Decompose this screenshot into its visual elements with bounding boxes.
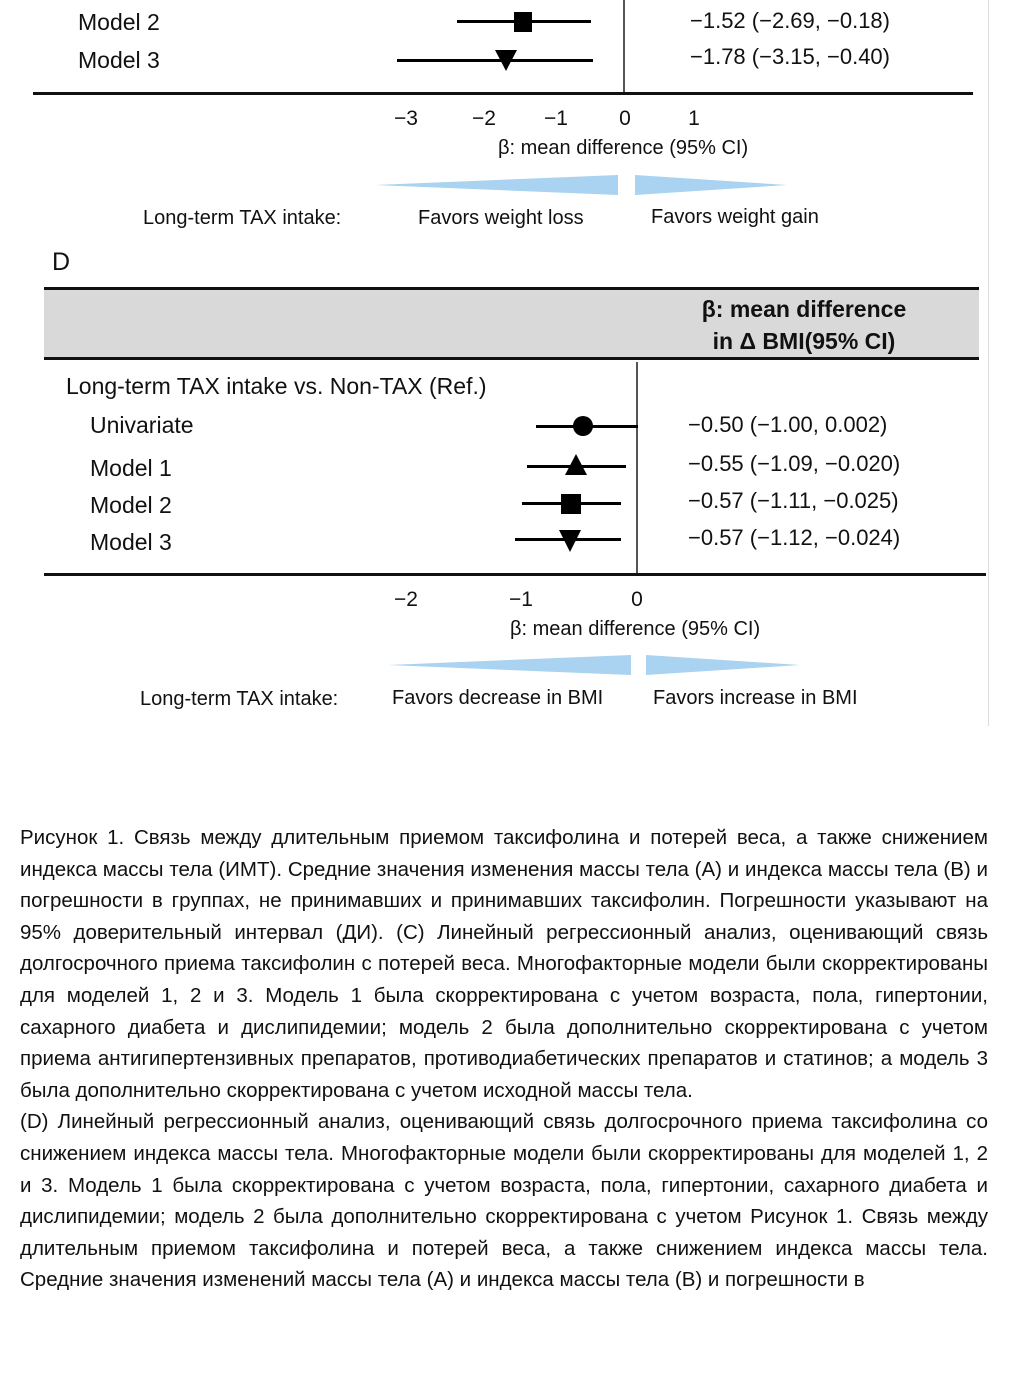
panel-d-row-value: −0.55 (−1.09, −0.020) (688, 451, 901, 476)
panel-d-zero-line (636, 362, 638, 574)
panel-d-row-value: −0.57 (−1.11, −0.025) (688, 488, 899, 513)
circle-marker-icon (573, 416, 593, 436)
square-marker-icon (514, 12, 532, 32)
panel-d-x-tick: 0 (631, 588, 643, 611)
caption-paragraph-1: Рисунок 1. Связь между длительным приемом таксифолина и потерей веса, а также снижением индекса массы тела (ИМТ). Средние значения изменения массы тела (А) и индекса массы тела (В) и погрешности в группах, не принимавших и принимавших таксифолин. Погрешности указывают на 95% доверительный интервал (ДИ). (С) Линейный регрессионный анализ, оценивающий связь долгосрочного приема таксифолин с потерей веса. Многофакторные модели были скорректированы для моделей 1, 2 и 3. Модель 1 была скорректирована с учетом возраста, пола, гипертонии, сахарного диабета и дислипидемии; модель 2 была дополнительно скорректирована с учетом приема антигипертензивных препаратов, противодиабетических препаратов и статинов; а модель 3 была дополнительно скорректирована с учетом исходной массы тела. (20, 826, 988, 1102)
panel-d-row-value: −0.57 (−1.12, −0.024) (688, 525, 901, 550)
panel-d-row-label: Model 2 (90, 492, 172, 518)
panel-c-x-tick: 1 (688, 107, 700, 130)
panel-d-favor-right: Favors increase in BMI (653, 687, 858, 709)
figure-caption (20, 822, 988, 1296)
panel-d-row-label: Model 1 (90, 455, 172, 481)
panel-d-letter: D (52, 248, 71, 276)
triangle-down-marker-icon (495, 50, 517, 72)
panel-c-favor-left: Favors weight loss (418, 207, 584, 229)
triangle-down-marker-icon (559, 530, 581, 552)
panel-d-bottom-rule (44, 573, 986, 576)
panel-c-x-tick: −1 (544, 107, 568, 130)
favor-arrows-icon (375, 173, 795, 199)
panel-d-x-tick: −1 (509, 588, 533, 611)
favor-arrows-icon (388, 653, 808, 679)
panel-d-row-value: −0.50 (−1.00, 0.002) (688, 412, 888, 437)
caption-paragraph-2: (D) Линейный регрессионный анализ, оценивающий связь долгосрочного приема таксифолина со снижением индекса массы тела. Многофакторные модели были скорректированы для моделей 1, 2 и 3. Модель 1 была скорректирована с учетом возраста, пола, гипертонии, сахарного диабета и дислипидемии; модель 2 была дополнительно скорректирована с учетом Рисунок 1. Связь между длительным приемом таксифолина и потерей веса, а также снижением индекса массы тела. Средние значения изменений массы тела (А) и индекса массы тела (В) и погрешности в (20, 1110, 988, 1292)
figure-right-edge-line (988, 0, 989, 726)
panel-d-x-tick: −2 (394, 588, 418, 611)
panel-d-favor-left: Favors decrease in BMI (392, 687, 604, 709)
panel-d-group-label: Long-term TAX intake vs. Non-TAX (Ref.) (66, 373, 487, 399)
panel-c-favor-right: Favors weight gain (651, 206, 819, 228)
panel-c-row-label: Model 2 (78, 9, 160, 35)
panel-d-x-axis-label: β: mean difference (95% CI) (510, 618, 761, 640)
panel-c-x-tick: −2 (472, 107, 496, 130)
panel-c-zero-line (623, 0, 625, 94)
panel-c-bottom-rule (33, 92, 973, 95)
panel-c-row-value: −1.78 (−3.15, −0.40) (690, 44, 890, 69)
panel-d-favor-prefix: Long-term TAX intake: (140, 688, 339, 710)
panel-d-header-line2: in Δ BMI(95% CI) (712, 328, 896, 354)
panel-d-row-label: Univariate (90, 412, 194, 438)
panel-d-row-label: Model 3 (90, 529, 172, 555)
triangle-up-marker-icon (565, 454, 587, 475)
panel-c-x-tick: −3 (394, 107, 418, 130)
panel-c-favor-prefix: Long-term TAX intake: (143, 207, 342, 229)
panel-c-x-tick: 0 (619, 107, 631, 130)
panel-c-row-value: −1.52 (−2.69, −0.18) (690, 8, 890, 33)
panel-d-header-line1: β: mean difference (701, 296, 907, 322)
panel-c-row-label: Model 3 (78, 47, 160, 73)
square-marker-icon (561, 494, 581, 514)
panel-c-x-axis-label: β: mean difference (95% CI) (498, 137, 749, 159)
